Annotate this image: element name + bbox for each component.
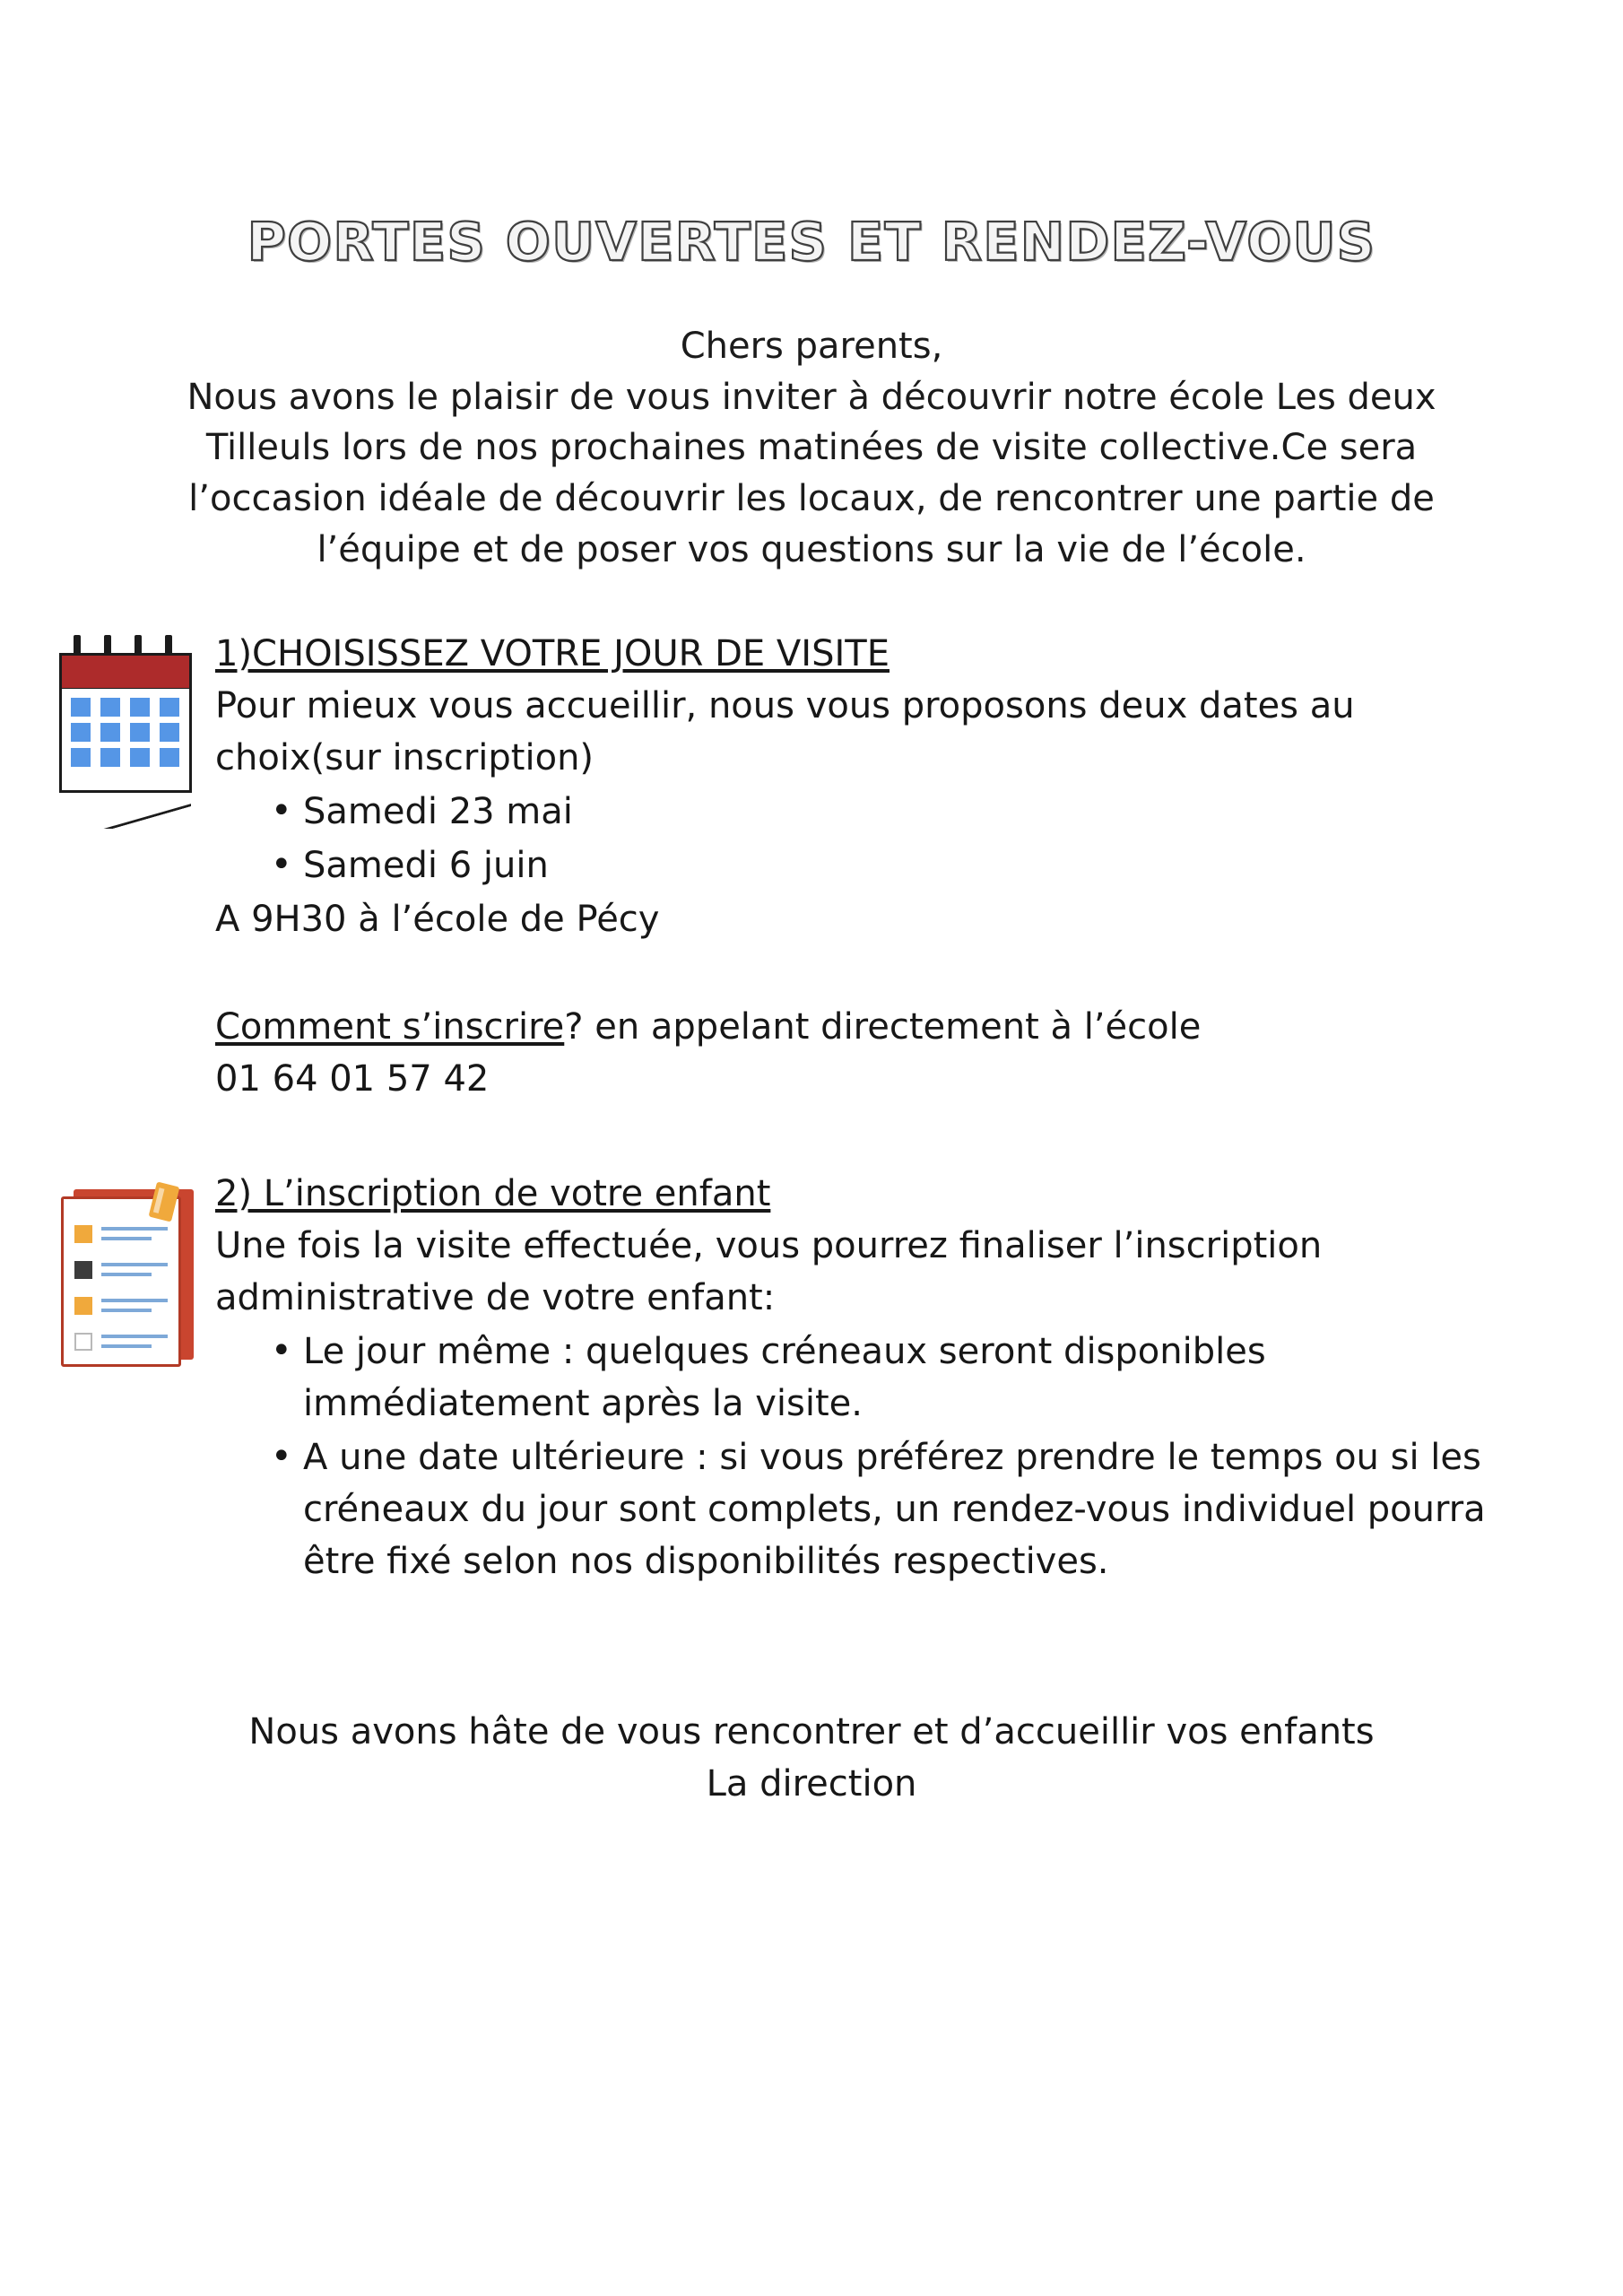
intro-paragraph <box>49 321 1574 576</box>
list-item: • Le jour même : quelques créneaux seront disponibles immédiatement après la visite. <box>271 1326 1551 1430</box>
list-item: • A une date ultérieure : si vous préférez prendre le temps ou si les créneaux du jour sont complets, un rendez-vous individuel pourra être fixé selon nos disponibilités respectives. <box>271 1431 1551 1587</box>
calendar-header-band <box>59 653 192 691</box>
calendar-page-curl <box>59 786 199 829</box>
section2-heading: 2) L’inscription de votre enfant <box>215 1172 771 1214</box>
calendar-icon <box>56 635 201 828</box>
registration-options-list <box>215 1326 1551 1587</box>
section1-howto-line <box>215 1001 1551 1053</box>
page-title: PORTES OUVERTES ET RENDEZ-VOUS <box>247 211 1376 273</box>
doc-row <box>74 1222 171 1246</box>
doc-row <box>74 1330 171 1353</box>
section1-body-line-1: Pour mieux vous accueillir, nous vous proposons deux dates au <box>215 684 1355 726</box>
intro-line: l’équipe et de poser vos questions sur la vie de l’école. <box>317 529 1306 571</box>
list-item: • Samedi 6 juin <box>271 839 1551 891</box>
signature: La direction <box>706 1762 917 1805</box>
closing-line: Nous avons hâte de vous rencontrer et d’accueillir vos enfants <box>248 1710 1375 1752</box>
intro-line: Chers parents, <box>680 325 943 367</box>
visit-dates-list <box>215 786 1551 891</box>
section1-time-place: A 9H30 à l’école de Pécy <box>215 898 660 940</box>
intro-line: Tilleuls lors de nos prochaines matinées de visite collective.Ce sera <box>205 427 1418 469</box>
howto-label: Comment s’inscrire <box>215 1005 565 1048</box>
section2-body-line-2: administrative de votre enfant: <box>215 1276 776 1318</box>
section1-body-line-2: choix(sur inscription) <box>215 736 595 778</box>
section1-heading: 1)CHOISISSEZ VOTRE JOUR DE VISITE <box>215 632 890 674</box>
doc-row <box>74 1294 171 1318</box>
section2-body-line-1: Une fois la visite effectuée, vous pourrez finaliser l’inscription <box>215 1224 1323 1266</box>
calendar-body <box>59 689 192 793</box>
school-phone-number: 01 64 01 57 42 <box>215 1057 490 1100</box>
doc-row <box>74 1258 171 1282</box>
closing-block <box>0 1706 1623 1810</box>
intro-line: Nous avons le plaisir de vous inviter à découvrir notre école Les deux <box>187 376 1436 418</box>
calendar-day-grid <box>71 698 182 767</box>
section-child-registration <box>0 1168 1623 1587</box>
list-item: • Samedi 23 mai <box>271 786 1551 838</box>
spacer <box>215 945 1551 1001</box>
intro-line: l’occasion idéale de découvrir les locaux, de rencontrer une partie de <box>188 478 1435 520</box>
howto-rest: ? en appelant directement à l’école <box>564 1005 1202 1048</box>
doc-front-sheet <box>61 1196 181 1367</box>
document-form-icon <box>52 1184 203 1370</box>
section-choose-visit-day <box>0 628 1623 1105</box>
